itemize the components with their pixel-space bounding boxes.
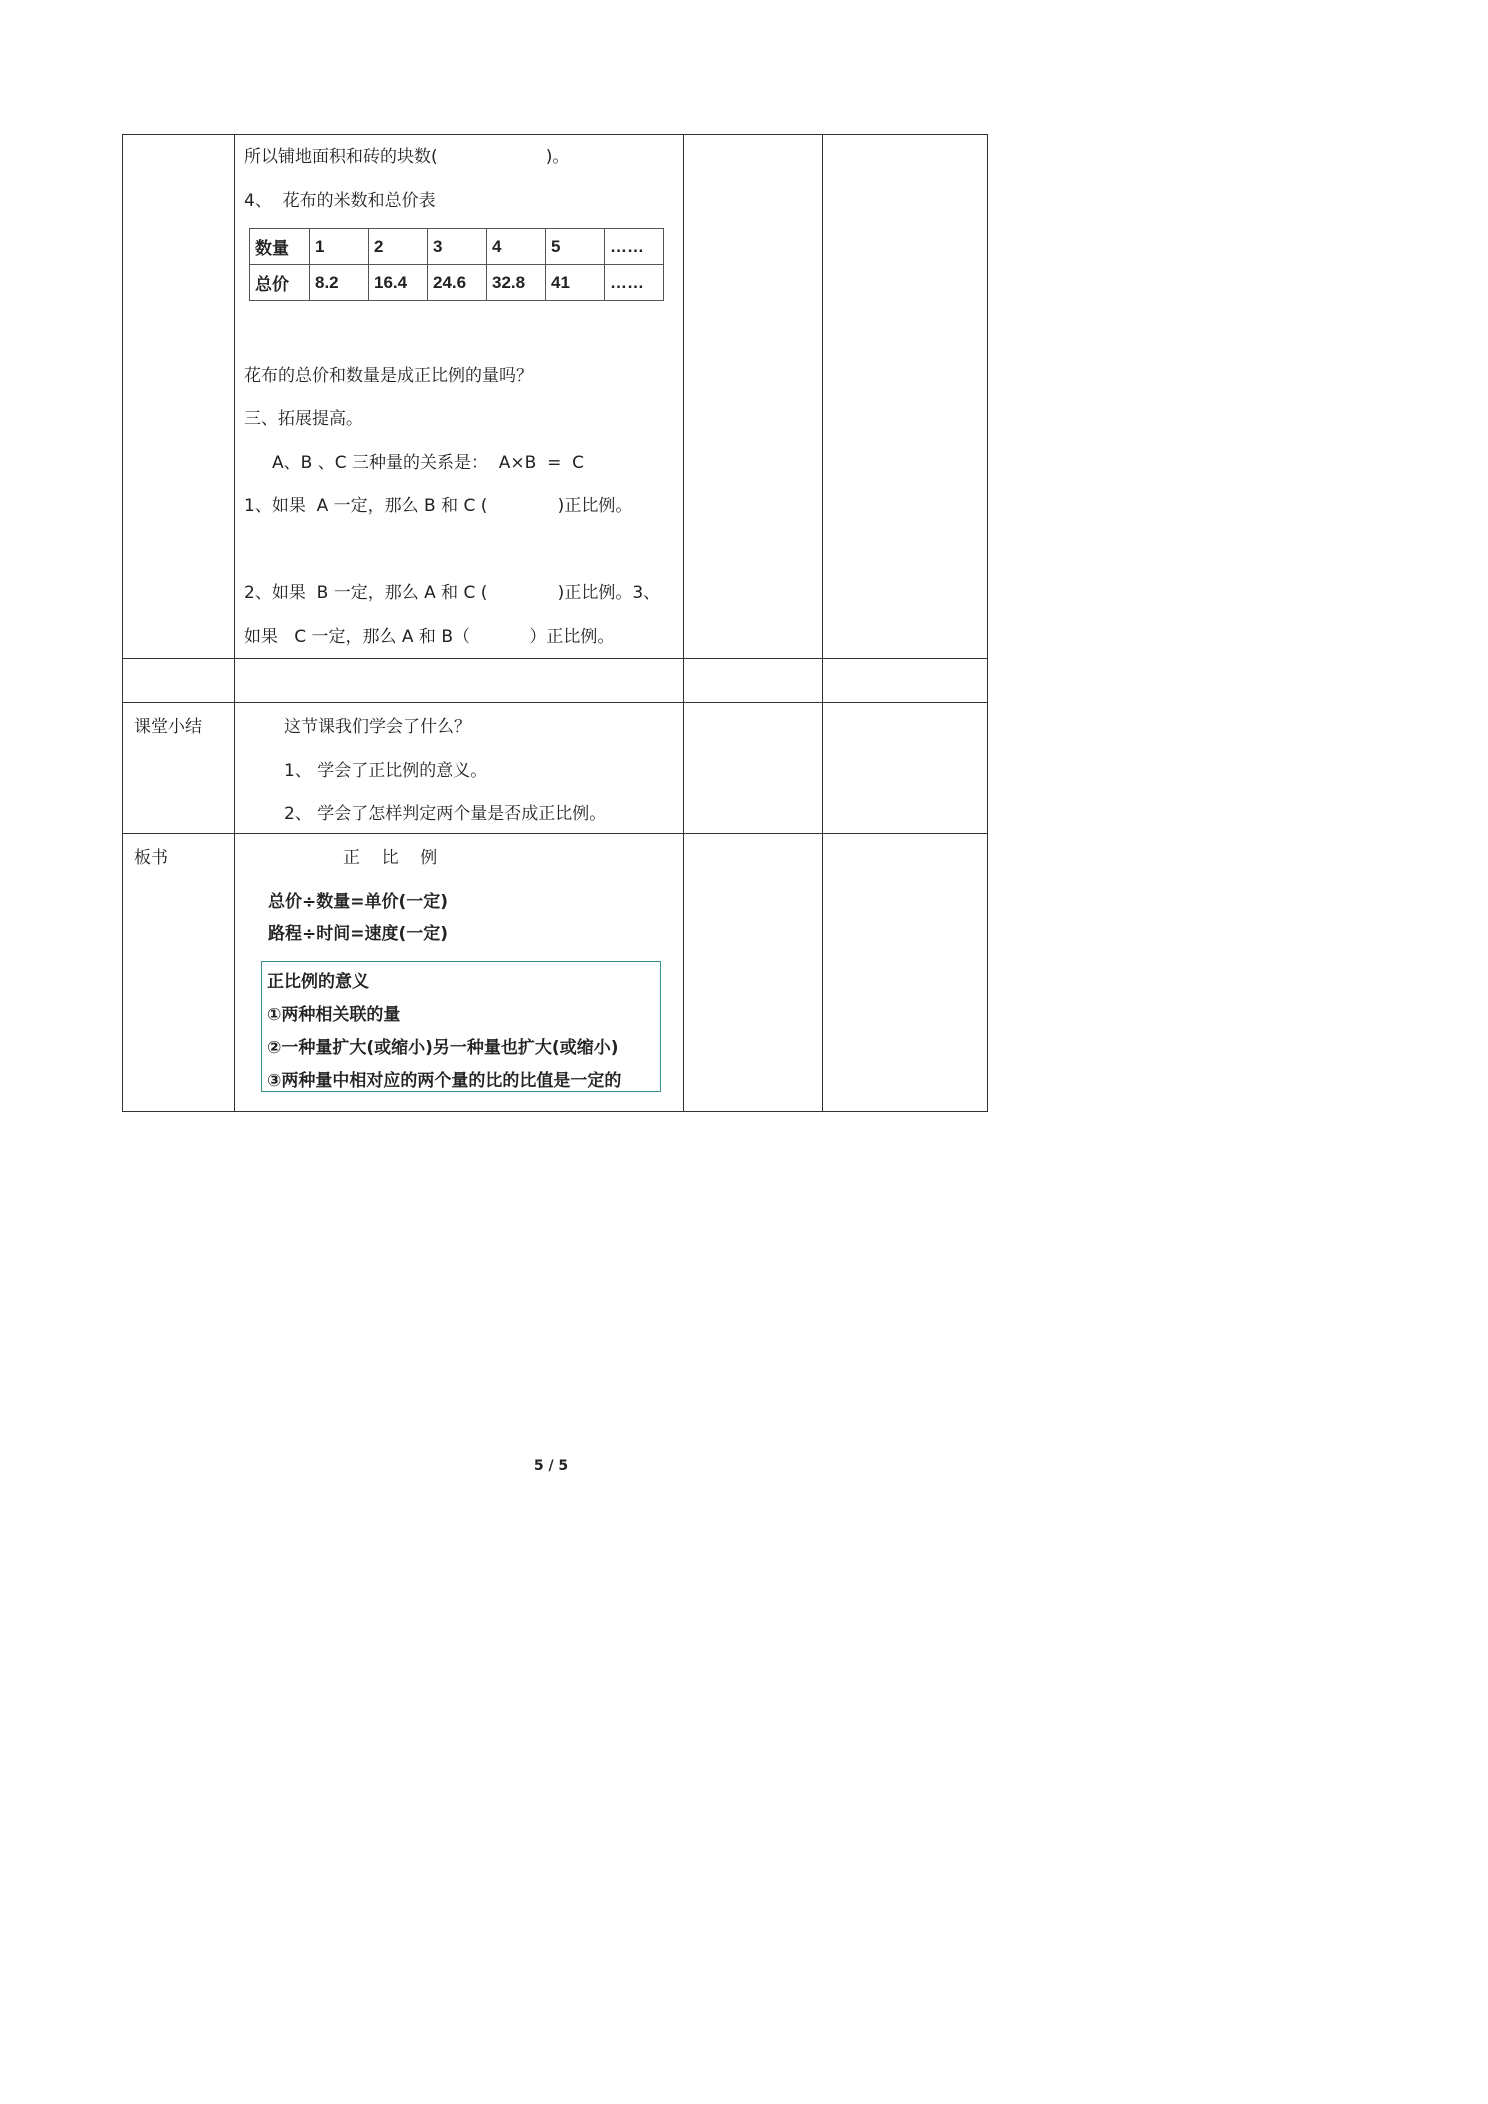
- board-title: 正 比 例: [343, 848, 438, 868]
- table-divider-2: [683, 134, 684, 1112]
- row-divider-2: [122, 702, 988, 703]
- table-cell: 16.4: [369, 265, 428, 301]
- table-border-bottom: [122, 1111, 988, 1112]
- table-cell: 32.8: [487, 265, 546, 301]
- table-row: [250, 229, 664, 265]
- page-number: 5 / 5: [533, 1458, 569, 1474]
- table-cell: 4: [487, 229, 546, 265]
- table-cell: ……: [605, 229, 664, 265]
- table-cell: 总价: [250, 265, 310, 301]
- text-floor-area-line: 所以铺地面积和砖的块数( )。: [244, 147, 570, 167]
- row-divider-1: [122, 658, 988, 659]
- table-row: [250, 265, 664, 301]
- table-cell: 8.2: [310, 265, 369, 301]
- definition-point-1: ①两种相关联的量: [267, 1005, 401, 1025]
- text-summary-item-1: 1、 学会了正比例的意义。: [284, 761, 488, 781]
- cloth-price-table: [249, 228, 664, 301]
- table-border-right: [987, 134, 988, 1112]
- table-cell: 41: [546, 265, 605, 301]
- text-summary-item-2: 2、 学会了怎样判定两个量是否成正比例。: [284, 804, 607, 824]
- label-board: 板书: [134, 848, 168, 868]
- table-border-top: [122, 134, 988, 135]
- text-cloth-table-title: 4、 花布的米数和总价表: [244, 191, 436, 211]
- row-divider-3: [122, 833, 988, 834]
- text-question-2: 2、如果 B 一定，那么 A 和 C ( )正比例。3、: [244, 583, 661, 603]
- table-cell: 1: [310, 229, 369, 265]
- table-divider-1: [234, 134, 235, 1112]
- table-cell: 5: [546, 229, 605, 265]
- text-summary-intro: 这节课我们学会了什么？: [284, 717, 471, 737]
- table-cell: 数量: [250, 229, 310, 265]
- text-question: 花布的总价和数量是成正比例的量吗？: [244, 366, 533, 386]
- text-relation: A、B 、C 三种量的关系是： A×B = C: [272, 453, 585, 473]
- board-formula-2: 路程÷时间=速度(一定): [268, 924, 449, 944]
- table-cell: 2: [369, 229, 428, 265]
- definition-point-3: ③两种量中相对应的两个量的比的比值是一定的: [267, 1071, 622, 1091]
- board-formula-1: 总价÷数量=单价(一定): [268, 892, 449, 912]
- table-cell: ……: [605, 265, 664, 301]
- table-border-left: [122, 134, 123, 1112]
- label-summary: 课堂小结: [134, 717, 202, 737]
- table-divider-3: [822, 134, 823, 1112]
- definition-point-2: ②一种量扩大(或缩小)另一种量也扩大(或缩小): [267, 1038, 619, 1058]
- text-extend-title: 三、拓展提高。: [244, 409, 363, 429]
- text-question-1: 1、如果 A 一定，那么 B 和 C ( )正比例。: [244, 496, 633, 516]
- table-cell: 3: [428, 229, 487, 265]
- definition-title: 正比例的意义: [267, 972, 369, 992]
- text-question-3: 如果 C 一定，那么 A 和 B（ ）正比例。: [244, 627, 615, 647]
- table-cell: 24.6: [428, 265, 487, 301]
